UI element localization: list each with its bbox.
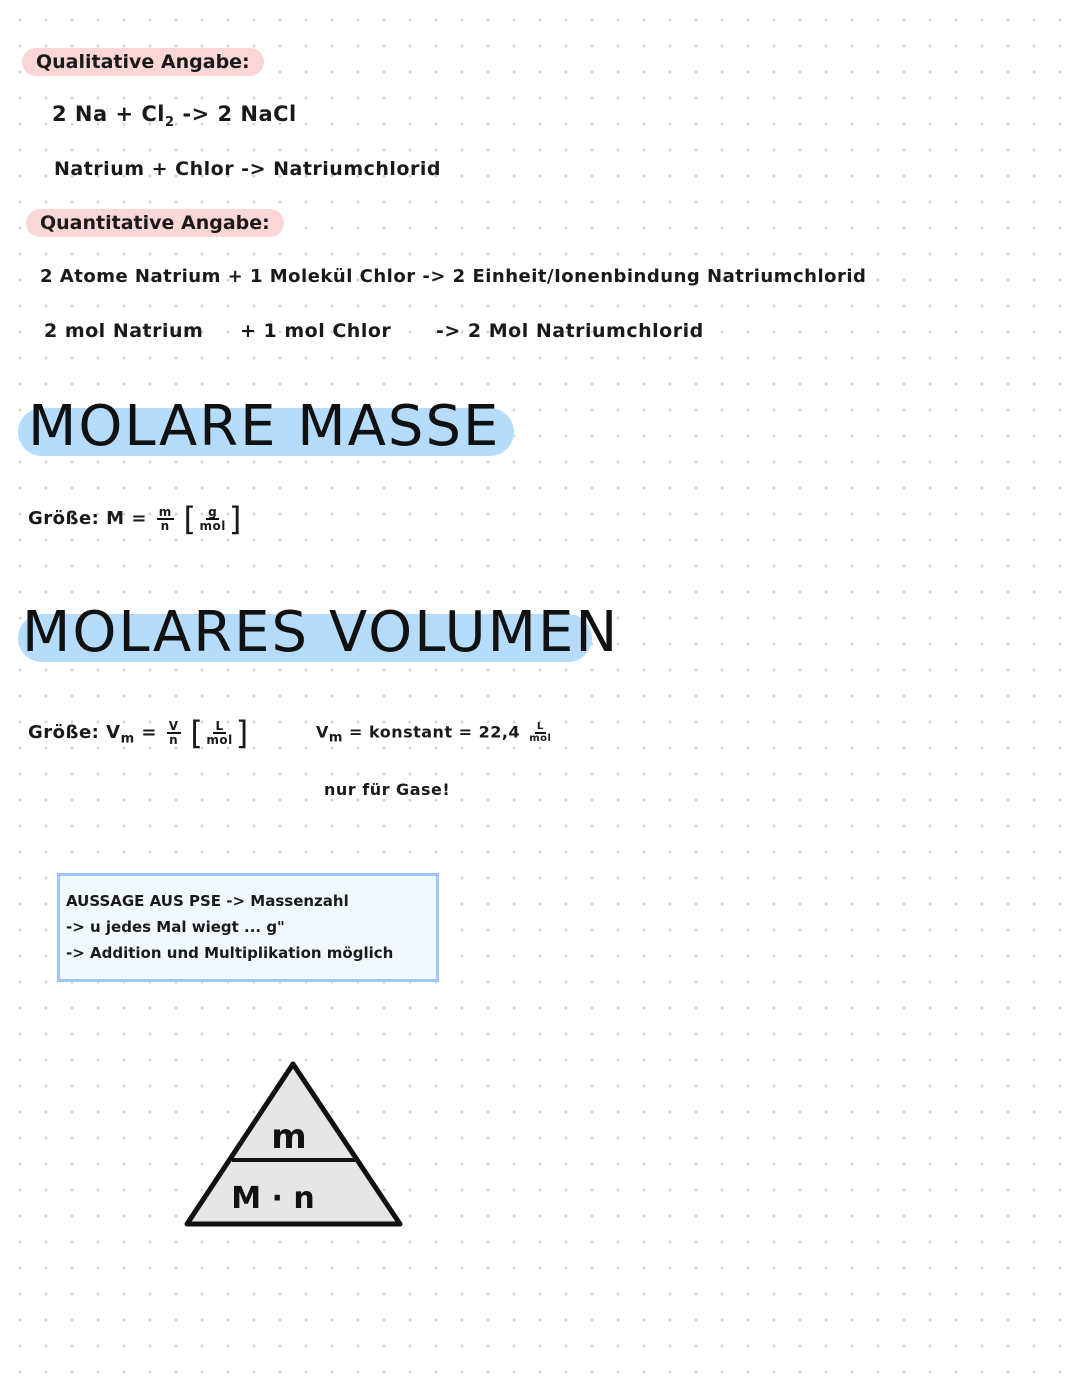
- triangle-top-label: m: [271, 1117, 307, 1157]
- quantitative-line1: 2 Atome Natrium + 1 Molekül Chlor -> 2 Einheit/Ionenbindung Natriumchlorid: [40, 266, 867, 287]
- volume-unit: $\frac{L}{\text{mol}}$: [206, 719, 233, 747]
- quantitative-line2-b: + 1 mol Chlor: [240, 320, 392, 342]
- triangle-bottom-label: M · n: [231, 1181, 315, 1216]
- pse-info-box: [57, 873, 439, 982]
- quantitative-line2-c: -> 2 Mol Natriumchlorid: [436, 320, 704, 342]
- molare-masse-formula: Größe: M = $\frac{m}{n}$ [ $\frac{g}{\text{mol}}$ ]: [28, 500, 242, 538]
- mass-unit: $\frac{g}{\text{mol}}$: [199, 505, 226, 533]
- molares-volumen-formula: Größe: $V_m$ = $\frac{V}{n}$ [ $\frac{L}{\text{mol}}$ ]: [28, 714, 249, 752]
- formula-triangle: [178, 1056, 410, 1232]
- box-line-1: AUSSAGE AUS PSE -> Massenzahl: [66, 892, 349, 910]
- constant-unit: $\frac{L}{\text{mol}}$: [529, 721, 552, 744]
- molares-volumen-constant: $V_m$ = konstant = 22,4 $\frac{L}{\text{mol}}$: [316, 721, 552, 746]
- qualitative-label: Qualitative Angabe:: [22, 48, 264, 76]
- molare-masse-heading: MOLARE MASSE: [28, 394, 501, 459]
- molares-volumen-heading: MOLARES VOLUMEN: [22, 600, 620, 665]
- gas-note: nur für Gase!: [324, 780, 451, 799]
- qualitative-equation: 2 $Na + Cl_2 -> 2$ NaCl: [52, 102, 297, 131]
- quantitative-label: Quantitative Angabe:: [26, 209, 284, 237]
- box-line-3: -> Addition und Multiplikation möglich: [66, 944, 394, 962]
- box-line-2: -> u jedes Mal wiegt ... g": [66, 918, 285, 936]
- quantitative-line2-a: 2 mol Natrium: [44, 320, 204, 342]
- volume-fraction: $\frac{V}{n}$: [168, 719, 179, 747]
- mass-fraction: $\frac{m}{n}$: [158, 505, 172, 533]
- qualitative-words: Natrium + Chlor -> Natriumchlorid: [54, 158, 441, 180]
